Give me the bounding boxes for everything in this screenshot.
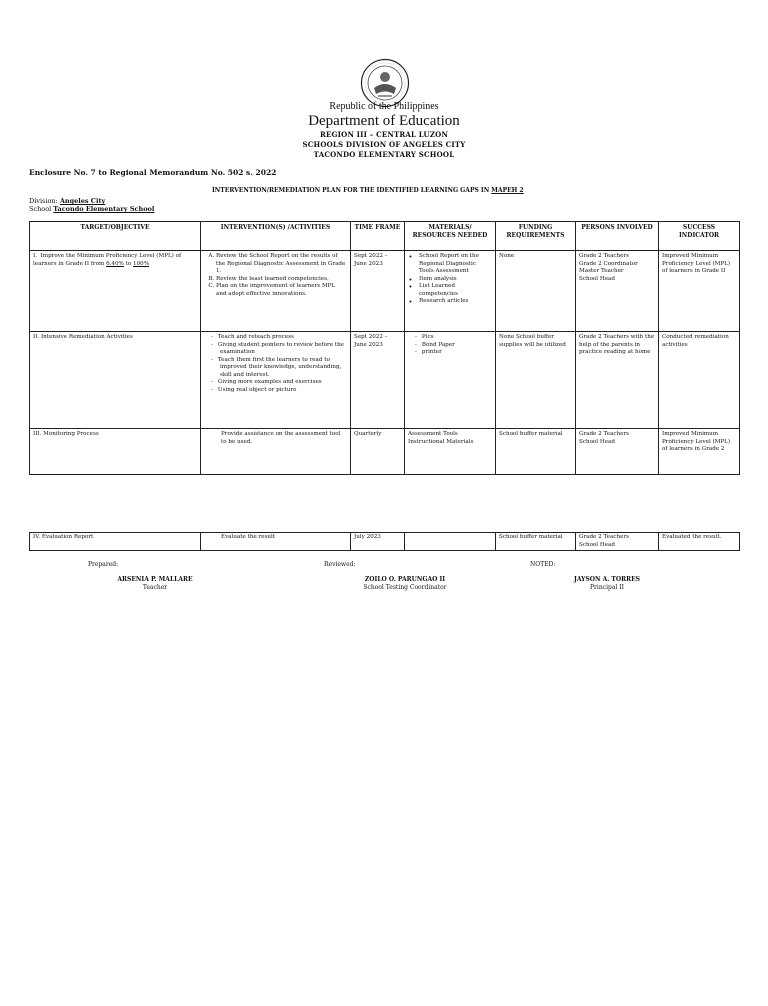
list-item: - printer [424, 349, 492, 357]
list-item: - Bond Paper [424, 342, 492, 350]
republic-line: Republic of the Philippines [329, 101, 439, 112]
target-cell [30, 251, 201, 332]
success-cell: Improved Minimum Proficiency Level (MPL) of learners in Grade 2 [659, 429, 740, 475]
division-row [29, 197, 105, 205]
activities-cell: Evaluate the result [201, 533, 351, 551]
reviewed-name: ZOILO O. PARUNGAO II [364, 576, 446, 583]
target-to: 100% [133, 260, 150, 267]
list-item: B. Review the least learned competencies. [216, 276, 347, 284]
plan-title-subject: MAPEH 2 [491, 187, 524, 194]
success-cell: Improved Minimum Proficiency Level (MPL) of learners in Grade II [659, 251, 740, 332]
reviewed-title: School Testing Coordinator [363, 584, 447, 591]
school-label: School [29, 205, 52, 213]
target-cell: III. Monitoring Process [30, 429, 201, 475]
reviewed-label: Reviewed: [324, 561, 356, 568]
table-row [30, 429, 740, 475]
plan-title-prefix: INTERVENTION/REMEDIATION PLAN FOR THE IDENTIFIED LEARNING GAPS IN [212, 187, 490, 194]
list-item: - Pics [424, 334, 492, 342]
target-to-word: to [125, 260, 132, 267]
table-header-row [30, 222, 740, 251]
region-line: REGION III – CENTRAL LUZON [319, 130, 449, 139]
list-item: C. Plan on the improvement of learners MPL and adopt effective innovations. [216, 283, 347, 298]
school-value: Tacondo Elementary School [53, 205, 155, 213]
table-row [30, 332, 740, 429]
division-label: Division: [29, 197, 58, 205]
list-item: ◦ School Report on the Regional Diagnostic Tools Assessment [419, 253, 492, 276]
plan-table [29, 221, 740, 475]
person-line: School Head [579, 275, 615, 282]
prepared-title: Teacher [142, 584, 168, 591]
list-item: ◦ Research articles [419, 298, 492, 306]
person-line: School Head [579, 438, 615, 445]
header-materials: MATERIALS/ RESOURCES NEEDED [405, 222, 496, 251]
persons-cell: Grade 2 Teachers with the help of the parents in practice reading at home [576, 332, 659, 429]
activities-cell: Provide assistance on the assessment tool to be used. [201, 429, 351, 475]
noted-name: JAYSON A. TORRES [573, 576, 640, 583]
list-item: - Giving more examples and exercises [220, 379, 347, 387]
table-row [30, 533, 740, 551]
list-item: - Teach them first the learners to read to improved their knowledge, understanding, skill and interest. [220, 357, 347, 380]
person-line: Grade 2 Coordinator [579, 260, 638, 267]
row-number: I. [33, 253, 37, 259]
list-item: ◦ List Learned competencies [419, 283, 492, 298]
activities-cell [201, 332, 351, 429]
school-line: TACONDO ELEMENTARY SCHOOL [313, 150, 455, 159]
header-activities: INTERVENTION(S) /ACTIVITIES [201, 222, 351, 251]
noted-title: Principal II [590, 584, 624, 591]
persons-cell [576, 533, 659, 551]
list-item: - Teach and reteach process [220, 334, 347, 342]
list-item: - Giving student pointers to review before the examination [220, 342, 347, 357]
time-cell: Sept 2022 – June 2023 [351, 251, 405, 332]
person-line: School Head [579, 541, 615, 548]
time-cell: Quarterly [351, 429, 405, 475]
time-cell: July 2023 [351, 533, 405, 551]
person-line: Grade 2 Teachers [579, 431, 630, 437]
materials-cell [405, 251, 496, 332]
school-row [29, 205, 154, 213]
funding-cell: School buffer material [496, 533, 576, 551]
person-line: Grade 2 Teachers [579, 534, 630, 540]
funding-cell: None School buffer supplies will be utilized [496, 332, 576, 429]
persons-cell [576, 251, 659, 332]
table-row [30, 251, 740, 332]
division-value: Angeles City [59, 197, 106, 205]
persons-cell [576, 429, 659, 475]
target-cell: II. Intensive Remediation Activities [30, 332, 201, 429]
person-line: Master Teacher [579, 268, 624, 275]
plan-title [212, 187, 524, 194]
funding-cell: School buffer material [496, 429, 576, 475]
materials-cell [405, 332, 496, 429]
materials-cell: Assessment Tools Instructional Materials [405, 429, 496, 475]
success-cell: Conducted remediation activities [659, 332, 740, 429]
division-line: SCHOOLS DIVISION OF ANGELES CITY [302, 140, 466, 149]
header-time: TIME FRAME [351, 222, 405, 251]
list-item: A. Review the School Report on the results of the Regional Diagnostic Assessment in Grade 1. [216, 253, 347, 276]
activities-cell [201, 251, 351, 332]
target-from: 6.40% [106, 260, 124, 267]
time-cell: Sept 2022 – June 2023 [351, 332, 405, 429]
department-name: Department of Education [308, 113, 460, 129]
evaluation-table [29, 532, 740, 551]
list-item: - Using real object or picture [220, 387, 347, 395]
materials-cell [405, 533, 496, 551]
enclosure-line: Enclosure No. 7 to Regional Memorandum No. 502 s. 2022 [29, 168, 277, 177]
header-funding: FUNDING REQUIREMENTS [496, 222, 576, 251]
header-target: TARGET/OBJECTIVE [30, 222, 201, 251]
funding-cell: None [496, 251, 576, 332]
prepared-name: ARSENIA P. MALLARE [117, 576, 193, 583]
person-line: Grade 2 Teachers [579, 253, 630, 259]
header-persons: PERSONS INVOLVED [576, 222, 659, 251]
target-text: Improve the Minimum Proficiency Level (MPL) of learners in Grade II from [33, 253, 182, 267]
noted-label: NOTED: [530, 561, 556, 568]
target-cell: IV. Evaluation Report [30, 533, 201, 551]
header-success: SUCCESS INDICATOR [659, 222, 740, 251]
prepared-label: Prepared: [88, 561, 119, 568]
list-item: ◦ Item analysis [419, 276, 492, 284]
success-cell: Evaluated the result. [659, 533, 740, 551]
